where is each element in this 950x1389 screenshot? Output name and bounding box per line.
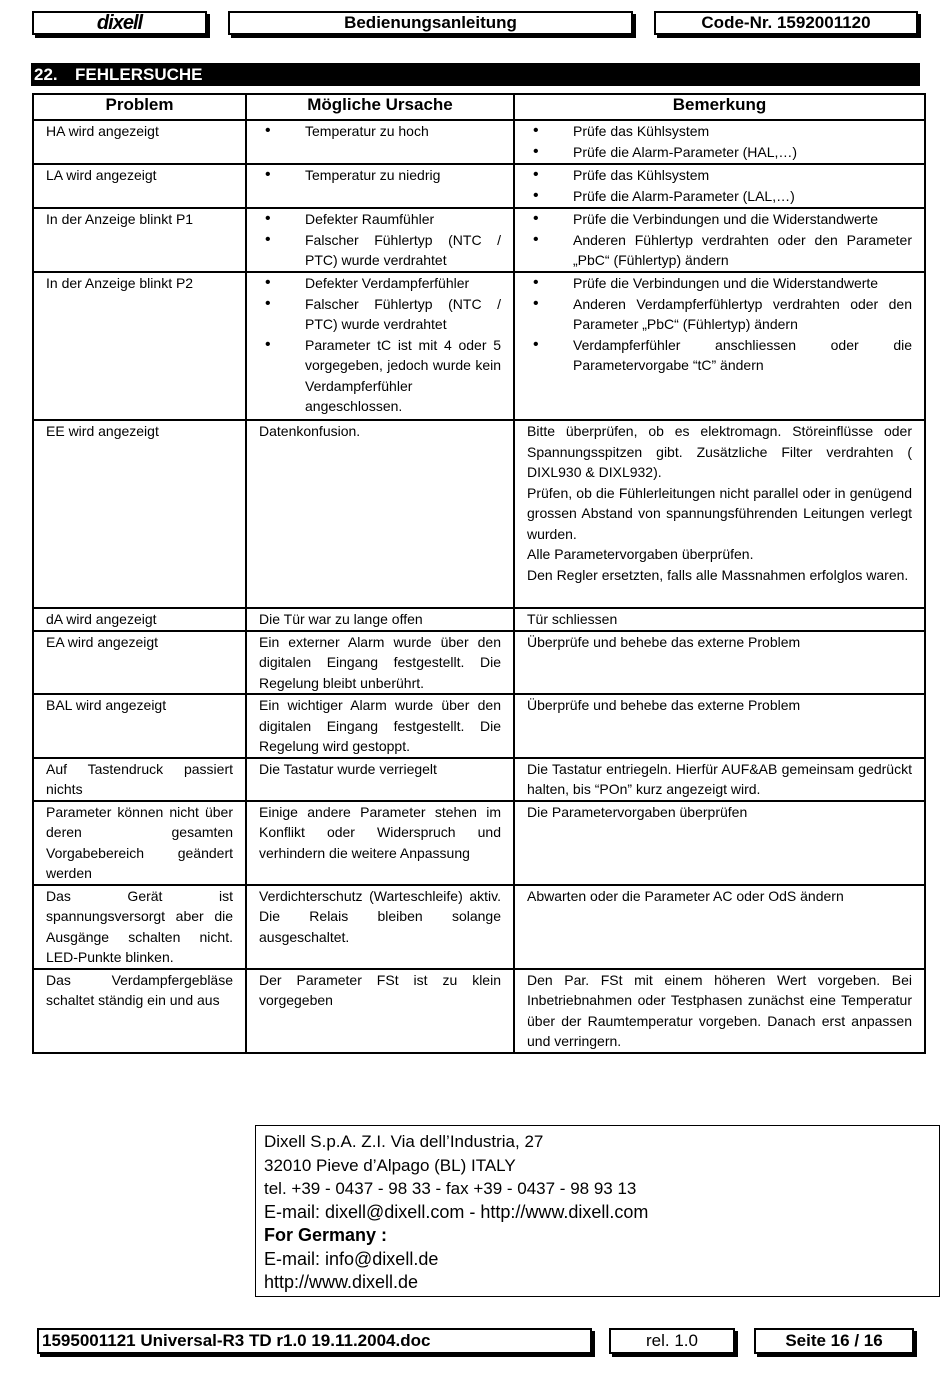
remark-paragraph: Alle Parametervorgaben überprüfen. <box>527 546 754 562</box>
cause-cell <box>246 120 514 164</box>
table-row <box>33 801 925 885</box>
cause-item: • Falscher Fühlertyp (NTC / PTC) wurde verdrahtet <box>259 230 501 271</box>
problem-cell: In der Anzeige blinkt P1 <box>33 208 246 272</box>
problem-cell: Auf Tastendruck passiert nichts <box>33 758 246 801</box>
remark-item: • Prüfe die Alarm-Parameter (HAL,…) <box>527 142 912 163</box>
remark-paragraph: Prüfen, ob die Fühlerleitungen nicht parallel oder in genügend grossen Abstand von spannungsführenden Leitungen verlegt wurden. <box>527 484 912 542</box>
cause-cell: Ein wichtiger Alarm wurde über den digitalen Eingang festgestellt. Die Regelung wird gestoppt. <box>246 694 514 758</box>
remark-cell <box>514 164 925 208</box>
troubleshooting-table <box>32 93 926 1054</box>
remark-cell: Überprüfe und behebe das externe Problem <box>514 694 925 758</box>
table-row <box>33 120 925 164</box>
remark-cell: Abwarten oder die Parameter AC oder OdS ändern <box>514 885 925 969</box>
table-row <box>33 631 925 695</box>
section-number: 22. <box>34 64 58 84</box>
address-line: 32010 Pieve d’Alpago (BL) ITALY <box>264 1155 516 1175</box>
remark-item: • Anderen Verdampferfühlertyp verdrahten oder den Parameter „PbC“ (Fühlertyp) ändern <box>527 294 912 335</box>
table-row <box>33 885 925 969</box>
cause-cell: Die Tastatur wurde verriegelt <box>246 758 514 801</box>
cause-item: • Defekter Raumfühler <box>259 209 501 230</box>
remark-cell: Die Tastatur entriegeln. Hierfür AUF&AB gemeinsam gedrückt halten, bis “POn” kurz angezeigt wird. <box>514 758 925 801</box>
email-web-line: E-mail: dixell@dixell.com - http://www.dixell.com <box>264 1201 649 1222</box>
cause-item: • Falscher Fühlertyp (NTC / PTC) wurde verdrahtet <box>259 294 501 335</box>
remark-item: • Prüfe die Verbindungen und die Widerstandwerte <box>527 273 912 294</box>
problem-cell: HA wird angezeigt <box>33 120 246 164</box>
document-title: Bedienungsanleitung <box>344 13 517 32</box>
remark-cell: Den Par. FSt mit einem höheren Wert vorgeben. Bei Inbetriebnahmen oder Testphasen zunächst eine Temperatur über der Raumtemperatur vorgeben. Danach erst anpassen und verringern. <box>514 969 925 1053</box>
remark-item: • Prüfe die Alarm-Parameter (LAL,…) <box>527 186 912 207</box>
cause-item: • Parameter tC ist mit 4 oder 5 vorgegeben, jedoch wurde kein Verdampferfühler angeschlossen. <box>259 335 501 417</box>
footer-doc-box <box>37 1328 592 1354</box>
dixell-logo: dixell <box>96 11 143 34</box>
remark-paragraph: Den Regler ersetzten, falls alle Massnahmen erfolglos waren. <box>527 566 909 583</box>
remark-cell: Die Parametervorgaben überprüfen <box>514 801 925 885</box>
germany-web: http://www.dixell.de <box>264 1272 419 1292</box>
table-row <box>33 758 925 801</box>
table-row <box>33 164 925 208</box>
problem-cell: Das Verdampfergebläse schaltet ständig ein und aus <box>33 969 246 1053</box>
header-title-box <box>228 11 633 35</box>
cause-cell <box>246 208 514 272</box>
problem-cell: LA wird angezeigt <box>33 164 246 208</box>
problem-cell: Das Gerät ist spannungsversorgt aber die Ausgänge schalten nicht. LED-Punkte blinken. <box>33 885 246 969</box>
column-header-remark: Bemerkung <box>514 94 925 120</box>
problem-cell: EE wird angezeigt <box>33 420 246 608</box>
cause-cell: Datenkonfusion. <box>246 420 514 608</box>
remark-paragraph: Bitte überprüfen, ob es elektromagn. Störeinflüsse oder Spannungsspitzen gibt. Zusätzliche Filter verdrahten ( DIXL930 & DIXL932). <box>527 423 912 480</box>
phone-fax-line: tel. +39 - 0437 - 98 33 - fax +39 - 0437 - 98 93 13 <box>264 1179 637 1198</box>
company-address-box <box>255 1125 940 1297</box>
table-row <box>33 272 925 420</box>
table-header-row <box>33 94 925 120</box>
cause-cell <box>246 272 514 420</box>
cause-cell: Ein externer Alarm wurde über den digitalen Eingang festgestellt. Die Regelung bleibt unberührt. <box>246 631 514 695</box>
problem-cell: BAL wird angezeigt <box>33 694 246 758</box>
remark-cell: Überprüfe und behebe das externe Problem <box>514 631 925 695</box>
cause-cell: Einige andere Parameter stehen im Konflikt oder Widerspruch und verhindern die weitere Anpassung <box>246 801 514 885</box>
cause-cell: Die Tür war zu lange offen <box>246 608 514 631</box>
remark-cell: Tür schliessen <box>514 608 925 631</box>
section-title: FEHLERSUCHE <box>75 64 203 84</box>
section-heading <box>31 63 920 86</box>
code-number: Code-Nr. 1592001120 <box>701 13 871 32</box>
cause-item: • Temperatur zu hoch <box>259 121 501 142</box>
column-header-cause: Mögliche Ursache <box>246 94 514 120</box>
table-row <box>33 969 925 1053</box>
footer-release-box <box>609 1328 735 1354</box>
problem-cell: Parameter können nicht über deren gesamten Vorgabebereich geändert werden <box>33 801 246 885</box>
remark-item: • Prüfe das Kühlsystem <box>527 121 912 142</box>
cause-cell <box>246 164 514 208</box>
problem-cell: In der Anzeige blinkt P2 <box>33 272 246 420</box>
footer-page-box <box>754 1328 914 1354</box>
table-row <box>33 694 925 758</box>
cause-cell: Der Parameter FSt ist zu klein vorgegeben <box>246 969 514 1053</box>
table-row <box>33 420 925 608</box>
header-logo-box <box>32 11 207 35</box>
release-version: rel. 1.0 <box>646 1331 698 1350</box>
remark-item: • Prüfe das Kühlsystem <box>527 165 912 186</box>
column-header-problem: Problem <box>33 94 246 120</box>
page-number: Seite 16 / 16 <box>785 1331 883 1350</box>
remark-cell <box>514 272 925 420</box>
cause-cell: Verdichterschutz (Warteschleife) aktiv. Die Relais bleiben solange ausgeschaltet. <box>246 885 514 969</box>
germany-label: For Germany : <box>264 1225 388 1245</box>
remark-cell <box>514 420 925 608</box>
germany-email: E-mail: info@dixell.de <box>264 1248 439 1269</box>
remark-item: • Anderen Fühlertyp verdrahten oder den Parameter „PbC“ (Fühlertyp) ändern <box>527 230 912 271</box>
header-code-box <box>654 11 918 35</box>
problem-cell: EA wird angezeigt <box>33 631 246 695</box>
table-row <box>33 608 925 631</box>
cause-item: • Temperatur zu niedrig <box>259 165 501 186</box>
document-filename: 1595001121 Universal-R3 TD r1.0 19.11.2004.doc <box>42 1331 431 1350</box>
address-line: Dixell S.p.A. Z.I. Via dell’Industria, 27 <box>264 1132 544 1151</box>
remark-cell <box>514 120 925 164</box>
table-row <box>33 208 925 272</box>
problem-cell: dA wird angezeigt <box>33 608 246 631</box>
remark-item: • Prüfe die Verbindungen und die Widerstandwerte <box>527 209 912 230</box>
remark-item: • Verdampferfühler anschliessen oder die Parametervorgabe “tC” ändern <box>527 335 912 376</box>
cause-item: • Defekter Verdampferfühler <box>259 273 501 294</box>
remark-cell <box>514 208 925 272</box>
